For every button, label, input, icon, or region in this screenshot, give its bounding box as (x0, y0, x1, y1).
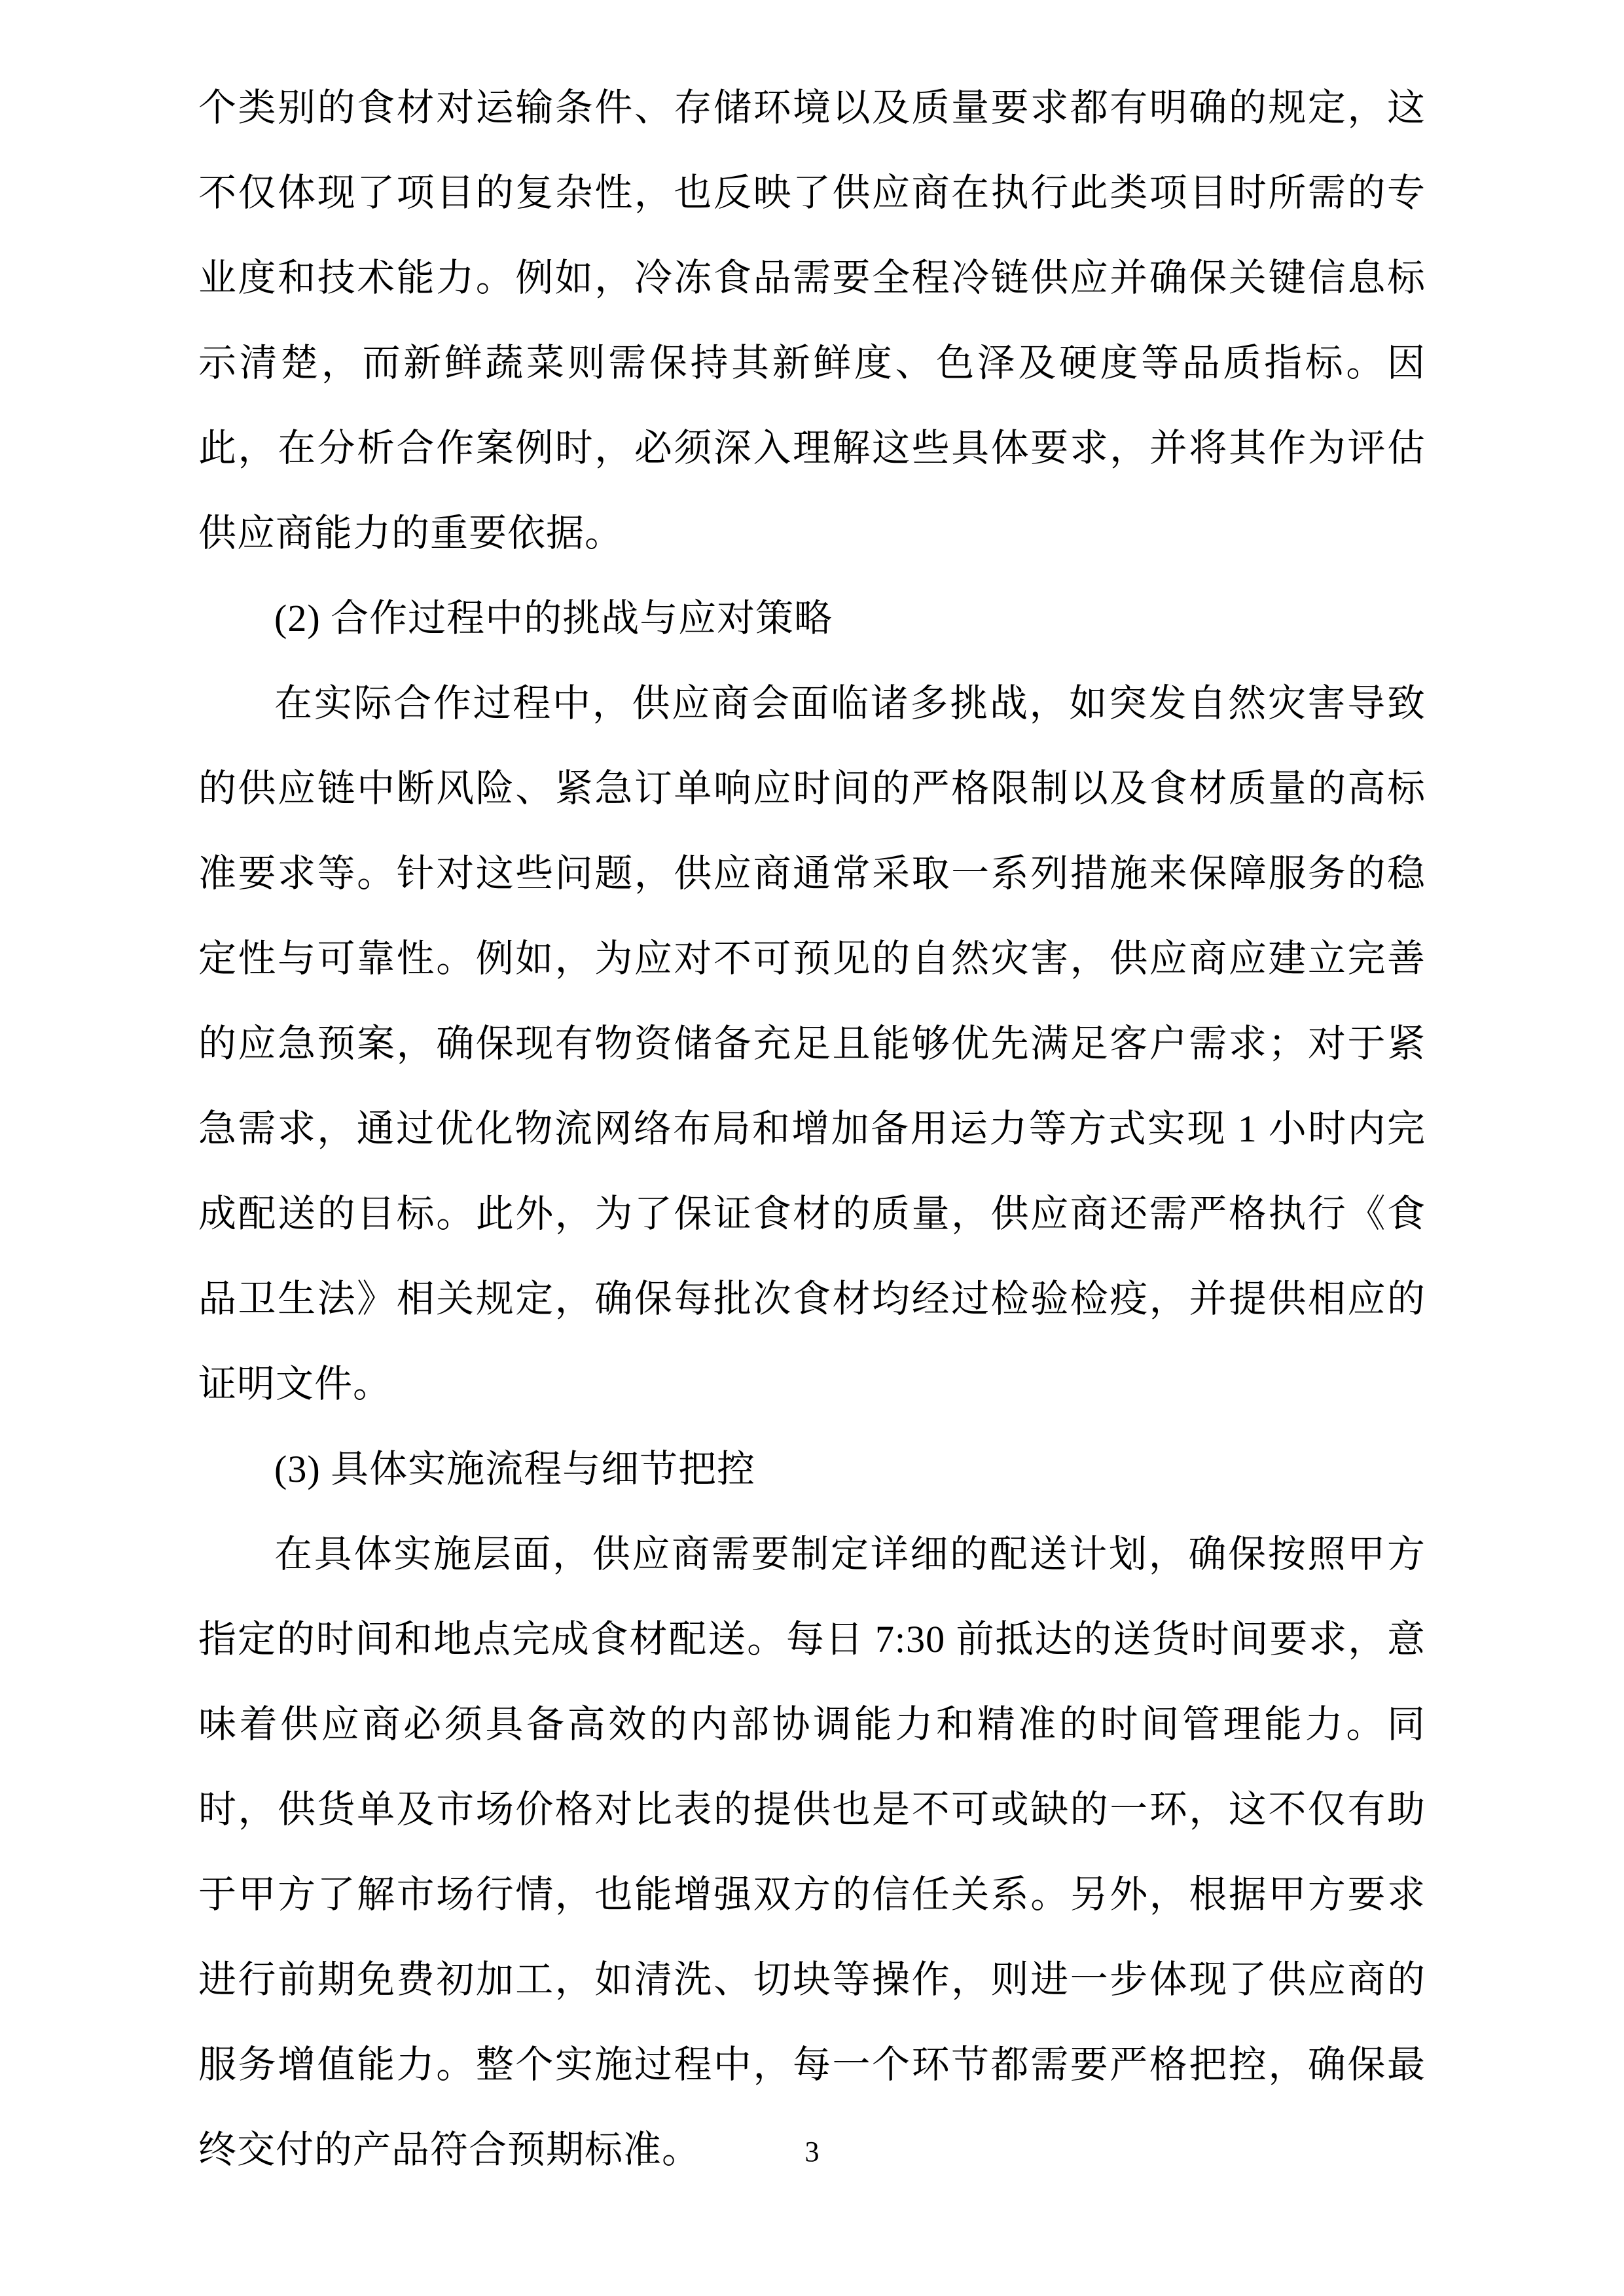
section-heading-3: (3) 具体实施流程与细节把控 (274, 1448, 756, 1490)
paragraph: 个类别的食材对运输条件、存储环境以及质量要求都有明确的规定，这不仅体现了项目的复杂性，也反映了供应商在执行此类项目时所需的专业度和技术能力。例如，冷冻食品需要全程冷链供应并确保关键信息标示清楚，而新鲜蔬菜则需保持其新鲜度、色泽及硬度等品质指标。因此，在分析合作案例时，必须深入理解这些具体要求，并将其作为评估供应商能力的重要依据。 (198, 86, 1426, 554)
paragraph: 在实际合作过程中，供应商会面临诸多挑战，如突发自然灾害导致的供应链中断风险、紧急订单响应时间的严格限制以及食材质量的高标准要求等。针对这些问题，供应商通常采取一系列措施来保障服务的稳定性与可靠性。例如，为应对不可预见的自然灾害，供应商应建立完善的应急预案，确保现有物资储备充足且能够优先满足客户需求；对于紧急需求，通过优化物流网络布局和增加备用运力等方式实现 1 小时内完成配送的目标。此外，为了保证食材的质量，供应商还需严格执行《食品卫生法》相关规定，确保每批次食材均经过检验检疫，并提供相应的证明文件。 (198, 682, 1426, 1405)
section-heading-2: (2) 合作过程中的挑战与应对策略 (274, 597, 833, 639)
document-body (198, 65, 1426, 2193)
paragraph: 在具体实施层面，供应商需要制定详细的配送计划，确保按照甲方指定的时间和地点完成食材配送。每日 7:30 前抵达的送货时间要求，意味着供应商必须具备高效的内部协调能力和精准的时间管理能力。同时，供货单及市场价格对比表的提供也是不可或缺的一环，这不仅有助于甲方了解市场行情，也能增强双方的信任关系。另外，根据甲方要求进行前期免费初加工，如清洗、切块等操作，则进一步体现了供应商的服务增值能力。整个实施过程中，每一个环节都需要严格把控，确保最终交付的产品符合预期标准。 (198, 1533, 1426, 2171)
page-number: 3 (804, 2136, 820, 2168)
